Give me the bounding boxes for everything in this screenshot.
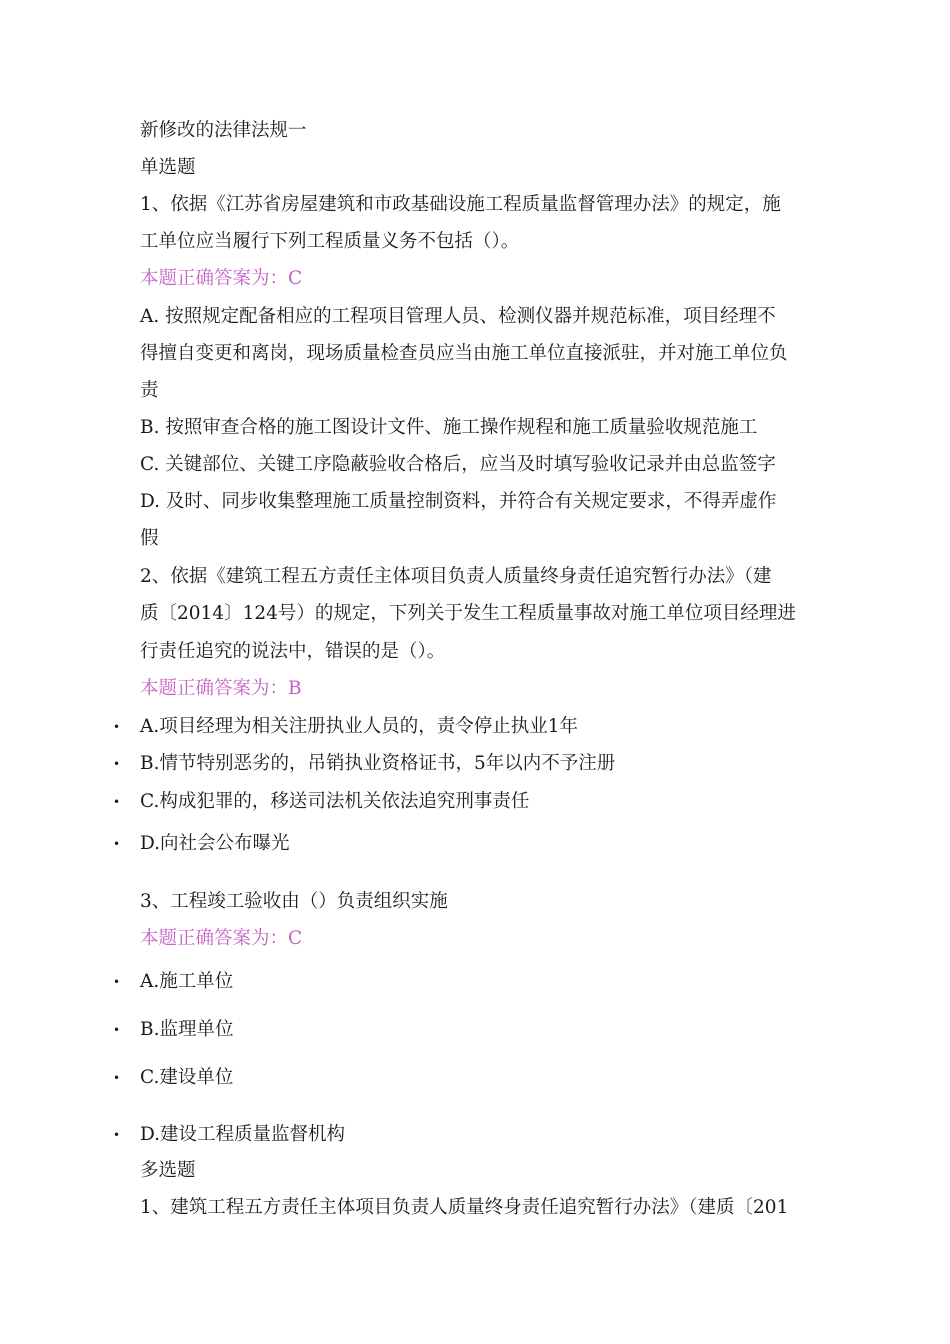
bullet-dot: • <box>113 1071 121 1085</box>
bullet-dot: • <box>113 1128 121 1142</box>
question-3-option: A.施工单位 <box>140 971 234 992</box>
question-1-option-line: 假 <box>140 528 159 549</box>
question-3-option: D.建设工程质量监督机构 <box>140 1124 346 1145</box>
question-3-text-line: 3、工程竣工验收由（）负责组织实施 <box>140 891 448 912</box>
question-1-option-line: 得擅自变更和离岗，现场质量检查员应当由施工单位直接派驻，并对施工单位负 <box>140 343 788 364</box>
multi-question-1-text-line: 1、建筑工程五方责任主体项目负责人质量终身责任追究暂行办法》（建质〔201 <box>140 1197 789 1218</box>
question-3-answer: 本题正确答案为：C <box>140 928 303 949</box>
bullet-dot: • <box>113 795 121 809</box>
section-heading-multi-choice: 多选题 <box>140 1160 196 1181</box>
question-1-option-line: A. 按照规定配备相应的工程项目管理人员、检测仪器并规范标准，项目经理不 <box>140 306 776 327</box>
document-title: 新修改的法律法规一 <box>140 120 307 141</box>
question-1-option-line: 责 <box>140 380 159 401</box>
question-1-text-line: 1、依据《江苏省房屋建筑和市政基础设施工程质量监督管理办法》的规定，施 <box>140 194 781 215</box>
question-2-answer: 本题正确答案为：B <box>140 678 302 699</box>
question-1-option-line: C. 关键部位、关键工序隐蔽验收合格后，应当及时填写验收记录并由总监签字 <box>140 454 776 475</box>
question-2-option: A.项目经理为相关注册执业人员的，责令停止执业1年 <box>140 716 579 737</box>
bullet-dot: • <box>113 720 121 734</box>
question-1-option-line: B. 按照审查合格的施工图设计文件、施工操作规程和施工质量验收规范施工 <box>140 417 758 438</box>
question-2-text-line: 行责任追究的说法中，错误的是（）。 <box>140 641 446 662</box>
bullet-dot: • <box>113 975 121 989</box>
bullet-dot: • <box>113 837 121 851</box>
question-2-option: C.构成犯罪的，移送司法机关依法追究刑事责任 <box>140 791 530 812</box>
question-1-option-line: D. 及时、同步收集整理施工质量控制资料，并符合有关规定要求，不得弄虚作 <box>140 491 777 512</box>
bullet-dot: • <box>113 757 121 771</box>
question-2-text-line: 2、依据《建筑工程五方责任主体项目负责人质量终身责任追究暂行办法》（建 <box>140 566 772 587</box>
question-2-option: B.情节特别恶劣的，吊销执业资格证书，5年以内不予注册 <box>140 753 616 774</box>
question-3-option: C.建设单位 <box>140 1067 234 1088</box>
question-1-text-line: 工单位应当履行下列工程质量义务不包括（）。 <box>140 231 520 252</box>
bullet-dot: • <box>113 1023 121 1037</box>
section-heading-single-choice: 单选题 <box>140 157 196 178</box>
question-2-text-line: 质〔2014〕124号）的规定，下列关于发生工程质量事故对施工单位项目经理进 <box>140 603 796 624</box>
question-3-option: B.监理单位 <box>140 1019 234 1040</box>
question-1-answer: 本题正确答案为：C <box>140 268 303 289</box>
question-2-option: D.向社会公布曝光 <box>140 833 290 854</box>
